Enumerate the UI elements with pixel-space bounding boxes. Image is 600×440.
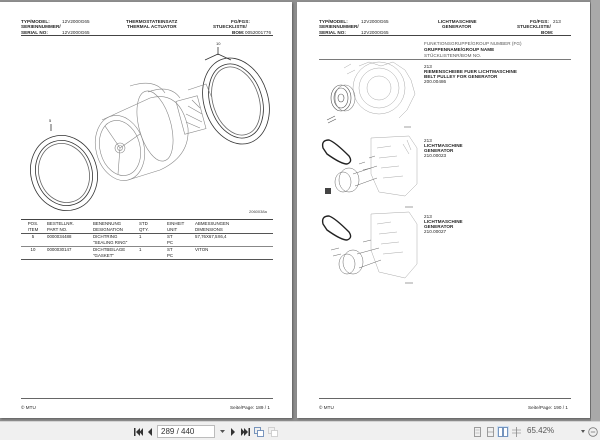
- bom-value: 0052001776: [245, 30, 272, 35]
- seriennummer-label: SERIENNUMMER/: [21, 24, 61, 29]
- previous-page-icon: [147, 428, 153, 436]
- next-view-icon: [268, 427, 278, 437]
- single-page-icon: [474, 427, 481, 437]
- page-number: Seite/Page: 190 / 1: [528, 405, 569, 410]
- thermal-actuator-drawing: [20, 38, 270, 218]
- generator-drawing-2[interactable]: [319, 210, 419, 286]
- table-row: 5 0000034488 DICHTRING 1 ST 57,76X67,5X6,4: [31, 234, 227, 239]
- page-dropdown-button[interactable]: [215, 425, 229, 438]
- last-page-button[interactable]: [240, 426, 250, 437]
- two-page-continuous-icon: [512, 427, 521, 437]
- zoom-out-icon: [588, 427, 598, 437]
- entry-fg: 213: [424, 214, 432, 219]
- two-page-icon: [498, 427, 508, 437]
- entry-name-de[interactable]: LICHTMASCHINE: [424, 219, 463, 224]
- serial-no-value: 12V2000G65: [361, 30, 389, 35]
- entry-name-en[interactable]: BELT PULLEY FOR GENERATOR: [424, 74, 498, 79]
- stueckliste-label: STUECKLISTE/: [213, 24, 247, 29]
- previous-view-button[interactable]: [253, 426, 265, 437]
- page-number-input[interactable]: 289 / 440: [157, 425, 215, 438]
- chevron-down-icon: [581, 430, 585, 433]
- next-page-icon: [230, 428, 236, 436]
- footer-divider: [21, 398, 273, 399]
- previous-page-button[interactable]: [146, 426, 154, 437]
- page-190: [297, 2, 590, 418]
- zoom-dropdown-button[interactable]: [580, 426, 586, 437]
- table-row: 10 0000030147 DICHTBEILAGE 1 ST VITON: [21, 247, 273, 254]
- page-189: [0, 2, 292, 418]
- previous-view-icon: [254, 427, 264, 437]
- typ-model-value: 12V2000G65: [62, 19, 90, 24]
- table-header-de: POS. BESTELLNR. BENENNUNG STD EINHEIT ABMESSUNGEN: [27, 221, 230, 226]
- table-row-cont: "GASKET" PC: [21, 253, 273, 260]
- navigation-toolbar: [0, 421, 600, 440]
- legend-group-name: GRUPPENNAME/GROUP NAME: [424, 47, 495, 52]
- continuous-page-icon: [487, 427, 494, 437]
- next-view-button[interactable]: [267, 426, 279, 437]
- bom-label: BOM:: [232, 30, 245, 35]
- svg-text:5: 5: [49, 118, 52, 123]
- fg-label: FG/FGS:: [530, 19, 549, 24]
- table-row-cont: "SEALING RING" PC: [93, 240, 174, 245]
- entry-fg: 213: [424, 64, 432, 69]
- last-page-icon: [241, 428, 250, 436]
- header-divider: [21, 35, 273, 36]
- entry-name-en[interactable]: GENERATOR: [424, 148, 454, 153]
- entry-name-en[interactable]: GENERATOR: [424, 224, 454, 229]
- typ-model-value: 12V2000G65: [361, 19, 389, 24]
- page-number: Seite/Page: 189 / 1: [230, 405, 271, 410]
- svg-text:10: 10: [216, 41, 221, 46]
- next-page-button[interactable]: [229, 426, 237, 437]
- fg-value: 213: [553, 19, 561, 24]
- entry-bom[interactable]: 210.00027: [424, 229, 447, 234]
- fg-label: FG/FGS:: [231, 19, 250, 24]
- svg-text:2060038a: 2060038a: [249, 209, 267, 214]
- title-de: THERMOSTATEINSATZ: [126, 19, 178, 24]
- parts-table: [21, 221, 273, 260]
- drawing-divider: [21, 219, 273, 220]
- title-en: GENERATOR: [442, 24, 472, 29]
- first-page-button[interactable]: [133, 426, 143, 437]
- zoom-out-button[interactable]: [587, 426, 599, 437]
- two-page-continuous-button[interactable]: [511, 426, 521, 437]
- entry-fg: 213: [424, 138, 432, 143]
- serial-no-label: SERIAL NO:: [319, 30, 346, 35]
- two-page-view-button[interactable]: [497, 426, 509, 437]
- title-en: THERMAL ACTUATOR: [127, 24, 177, 29]
- entry-bom[interactable]: 200.00486: [424, 79, 447, 84]
- table-header-en: ITEM PART NO. DESIGNATION QTY. UNIT DIMENSIONS: [21, 227, 273, 234]
- title-de: LICHTMASCHINE: [438, 19, 477, 24]
- serial-no-label: SERIAL NO:: [21, 30, 48, 35]
- copyright: © MTU: [21, 405, 36, 410]
- serial-no-value: 12V2000G65: [62, 30, 90, 35]
- vertical-scrollbar[interactable]: [591, 0, 600, 421]
- entry-name-de[interactable]: LICHTMASCHINE: [424, 143, 463, 148]
- zoom-level[interactable]: 65.42%: [527, 426, 555, 435]
- single-page-view-button[interactable]: [472, 426, 482, 437]
- seriennummer-label: SERIENNUMMER/: [319, 24, 359, 29]
- first-page-icon: [134, 428, 143, 436]
- header-divider: [319, 35, 571, 36]
- continuous-view-button[interactable]: [485, 426, 495, 437]
- bom-label: BOM:: [541, 30, 554, 35]
- belt-pulley-drawing[interactable]: [319, 60, 419, 130]
- legend-group-number: FUNKTIONSGRUPPE/GROUP NUMBER (FG): [424, 41, 522, 46]
- stueckliste-label: STUECKLISTE/: [517, 24, 551, 29]
- legend-bom-no: STÜCKLISTENR/BOM NO.: [424, 53, 482, 58]
- chevron-down-icon: [220, 430, 225, 433]
- footer-divider: [319, 398, 571, 399]
- generator-drawing-1[interactable]: [319, 134, 419, 210]
- typ-model-label: TYP/MODEL:: [319, 19, 348, 24]
- entry-name-de[interactable]: RIEMENSCHEIBE FUER LICHTMASCHINE: [424, 69, 517, 74]
- copyright: © MTU: [319, 405, 334, 410]
- typ-model-label: TYP/MODEL:: [21, 19, 50, 24]
- entry-bom[interactable]: 210.00023: [424, 153, 447, 158]
